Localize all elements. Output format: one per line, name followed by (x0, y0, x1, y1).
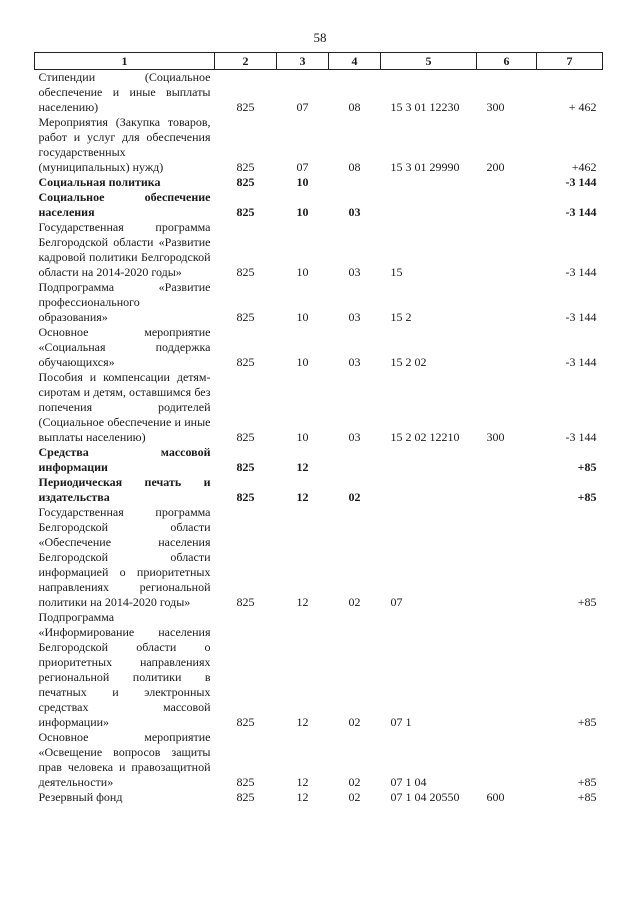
row-sum: +85 (577, 790, 597, 804)
row-vr: 600 (486, 790, 505, 804)
table-row (35, 115, 603, 175)
row-rz: 07 (296, 160, 309, 174)
row-csr (381, 175, 477, 190)
row-rz: 10 (296, 430, 309, 444)
row-csr: 07 1 04 20550 (390, 790, 460, 804)
page-number: 58 (313, 30, 327, 45)
row-name: Государственная программа Белгородской области «Развитие кадровой политики Белгородской области на 2014-2020 годы» (38, 220, 211, 279)
row-name: Государственная программа Белгородской области «Обеспечение населения Белгородской области информацией о приоритетных направлениях региональной политики на 2014-2020 годы» (38, 505, 211, 609)
row-rz: 07 (296, 100, 309, 114)
row-ved: 825 (236, 175, 255, 189)
row-csr (381, 475, 477, 505)
row-vr (477, 730, 537, 790)
row-sum: + 462 (568, 100, 597, 114)
row-vr (477, 280, 537, 325)
column-header-5: 5 (381, 53, 477, 70)
row-csr: 07 1 (390, 715, 412, 729)
row-ved: 825 (236, 205, 255, 219)
row-pr: 03 (348, 265, 361, 279)
row-name: Социальная политика (38, 175, 161, 189)
row-pr: 02 (348, 715, 361, 729)
table-row (35, 790, 603, 805)
row-rz: 10 (296, 205, 309, 219)
row-sum: -3 144 (565, 265, 597, 279)
row-pr (329, 175, 381, 190)
row-csr: 15 2 02 (390, 355, 427, 369)
row-rz: 10 (296, 265, 309, 279)
row-rz: 12 (296, 775, 309, 789)
row-pr: 08 (348, 160, 361, 174)
column-header-2: 2 (215, 53, 277, 70)
row-ved: 825 (236, 715, 255, 729)
row-csr: 15 3 01 12230 (390, 100, 460, 114)
row-sum: +85 (577, 775, 597, 789)
row-ved: 825 (236, 775, 255, 789)
row-name: Средства массовой информации (38, 445, 211, 474)
row-pr: 02 (348, 595, 361, 609)
row-pr: 03 (348, 310, 361, 324)
row-sum: +462 (571, 160, 597, 174)
row-vr (477, 445, 537, 475)
row-pr: 02 (348, 790, 361, 804)
row-ved: 825 (236, 790, 255, 804)
row-rz: 12 (296, 715, 309, 729)
row-rz: 12 (296, 595, 309, 609)
row-vr (477, 610, 537, 730)
row-name: Пособия и компенсации детям-сиротам и детям, оставшимся без попечения родителей (Социальное обеспечение и иные выплаты населению) (38, 370, 211, 444)
row-vr (477, 175, 537, 190)
row-csr (381, 445, 477, 475)
table-row (35, 505, 603, 610)
row-ved: 825 (236, 265, 255, 279)
row-pr: 03 (348, 355, 361, 369)
table-row (35, 325, 603, 370)
row-name: Социальное обеспечение населения (38, 190, 211, 219)
row-name: Основное мероприятие «Социальная поддержка обучающихся» (38, 325, 211, 369)
column-header-4: 4 (329, 53, 381, 70)
row-csr: 15 (390, 265, 403, 279)
row-pr: 03 (348, 205, 361, 219)
row-sum: +85 (577, 490, 597, 504)
table-row (35, 175, 603, 190)
row-name: Основное мероприятие «Освещение вопросов защиты прав человека и правозащитной деятельности» (38, 730, 211, 789)
row-name: Подпрограмма «Развитие профессионального образования» (38, 280, 211, 324)
row-ved: 825 (236, 310, 255, 324)
table-row (35, 280, 603, 325)
row-csr: 15 3 01 29990 (390, 160, 460, 174)
row-pr: 03 (348, 430, 361, 444)
table-row (35, 70, 603, 116)
column-header-7: 7 (537, 53, 603, 70)
row-csr: 07 (390, 595, 403, 609)
table-row (35, 730, 603, 790)
row-name: Мероприятия (Закупка товаров, работ и услуг для обеспечения государственных (муниципальных) нужд) (38, 115, 211, 174)
row-sum: -3 144 (565, 175, 597, 189)
column-header-6: 6 (477, 53, 537, 70)
table-row (35, 370, 603, 445)
header-row (35, 53, 603, 70)
row-rz: 10 (296, 310, 309, 324)
row-rz: 10 (296, 355, 309, 369)
row-vr (477, 505, 537, 610)
row-pr: 02 (348, 775, 361, 789)
column-header-1: 1 (35, 53, 215, 70)
row-csr (381, 190, 477, 220)
row-sum: -3 144 (565, 310, 597, 324)
row-ved: 825 (236, 160, 255, 174)
table-row (35, 220, 603, 280)
row-vr (477, 220, 537, 280)
row-vr: 200 (486, 160, 505, 174)
row-csr: 15 2 02 12210 (390, 430, 460, 444)
row-pr: 02 (348, 490, 361, 504)
row-vr (477, 190, 537, 220)
table-header (35, 53, 603, 70)
row-csr: 07 1 04 (390, 775, 427, 789)
row-ved: 825 (236, 100, 255, 114)
table-row (35, 190, 603, 220)
row-rz: 10 (296, 175, 309, 189)
row-sum: -3 144 (565, 355, 597, 369)
row-name: Подпрограмма «Информирование населения Белгородской области о приоритетных направлениях региональной политики в печатных и электронных средствах массовой информации» (38, 610, 211, 729)
row-sum: +85 (577, 715, 597, 729)
row-vr: 300 (486, 430, 505, 444)
row-vr (477, 325, 537, 370)
row-csr: 15 2 (390, 310, 412, 324)
table-row (35, 610, 603, 730)
row-rz: 12 (296, 460, 309, 474)
row-sum: -3 144 (565, 205, 597, 219)
row-vr (477, 475, 537, 505)
row-pr (329, 445, 381, 475)
table-row (35, 475, 603, 505)
row-vr: 300 (486, 100, 505, 114)
row-name: Резервный фонд (38, 790, 123, 804)
row-name: Стипендии (Социальное обеспечение и иные выплаты населению) (38, 70, 211, 114)
row-sum: +85 (577, 460, 597, 474)
row-rz: 12 (296, 790, 309, 804)
row-ved: 825 (236, 430, 255, 444)
row-ved: 825 (236, 355, 255, 369)
column-header-3: 3 (277, 53, 329, 70)
table-row (35, 445, 603, 475)
row-pr: 08 (348, 100, 361, 114)
row-ved: 825 (236, 460, 255, 474)
row-name: Периодическая печать и издательства (38, 475, 211, 504)
row-ved: 825 (236, 490, 255, 504)
row-ved: 825 (236, 595, 255, 609)
row-sum: +85 (577, 595, 597, 609)
budget-table (34, 52, 603, 805)
row-rz: 12 (296, 490, 309, 504)
table-body (35, 70, 603, 806)
row-sum: -3 144 (565, 430, 597, 444)
